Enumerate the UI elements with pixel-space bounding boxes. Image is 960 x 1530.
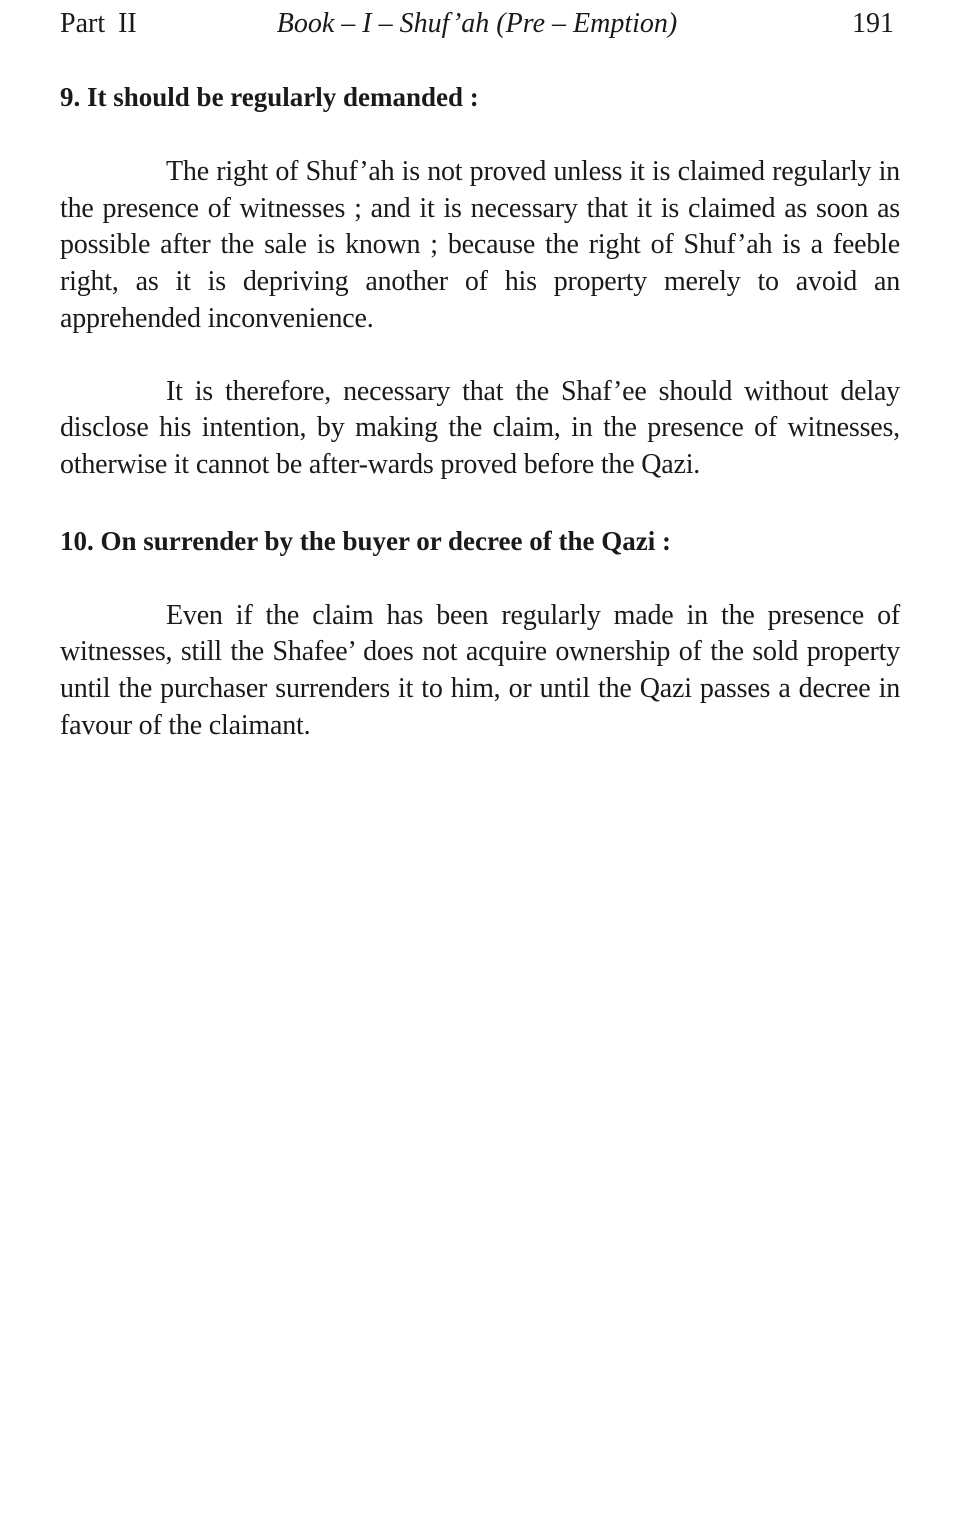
section-9-paragraph-1: The right of Shuf’ah is not proved unless it is claimed regularly in the presence of witnesses ; and it is necessary that it is claimed as soon as possible after the sale is known ; because the right of Shuf’ah is a feeble right, as it is depriving another of his property merely to avoid an apprehended inconvenience. — [60, 156, 900, 334]
running-header — [60, 4, 894, 44]
section-heading-10: 10. On surrender by the buyer or decree of the Qazi : — [60, 525, 671, 556]
section-heading-9: 9. It should be regularly demanded : — [60, 82, 479, 112]
section-9-paragraph-2: It is therefore, necessary that the Shaf’ee should without delay disclose his intention, by making the claim, in the presence of witnesses, otherwise it cannot be after-wards proved before the Qazi. — [60, 375, 900, 480]
header-book-title: Book – I – Shuf’ah (Pre – Emption) — [276, 8, 678, 39]
section-10-paragraph-1: Even if the claim has been regularly made in the presence of witnesses, still the Shafee’ does not acquire ownership of the sold property until the purchaser surrenders it to him, or until the Qazi passes a decree in favour of the claimant. — [60, 599, 900, 741]
page-body — [60, 78, 900, 744]
header-part-label: Part II — [60, 8, 137, 39]
page-number: 191 — [852, 8, 894, 39]
